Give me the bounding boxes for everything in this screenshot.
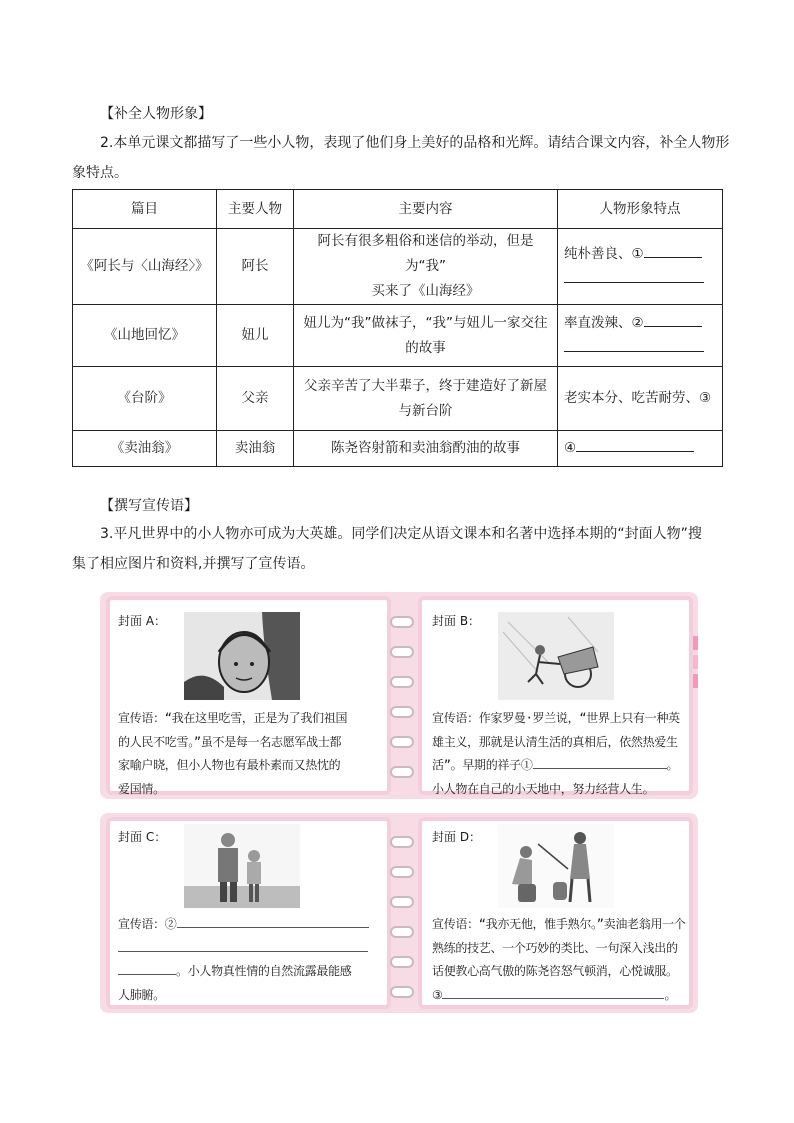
binder-ring: [390, 866, 414, 878]
cover-d-image: [498, 824, 614, 908]
table-row: [73, 431, 723, 467]
cover-d-slogan: 宣传语：“我亦无他，惟手熟尔。”卖油老翁用一个 熟练的技艺、一个巧妙的类比、一句深入浅出的 话便教心高气傲的陈尧咨怒气顿消，心悦诚服。 ③ 。: [432, 917, 686, 1002]
cover-c-image: [184, 824, 300, 908]
binder-ring: [390, 616, 414, 628]
binder-ring: [390, 926, 414, 938]
cell-person: 父亲: [217, 367, 294, 431]
character-table: [72, 189, 723, 467]
cell-title: 《台阶》: [73, 367, 217, 431]
binder-ring: [390, 646, 414, 658]
cell-trait: ④: [558, 431, 723, 467]
question-3-line2: 集了相应图片和资料,并撰写了宣传语。: [72, 556, 315, 572]
cell-content: 陈尧咨射箭和卖油翁酌油的故事: [294, 431, 558, 467]
answer-blank-c1[interactable]: [177, 914, 369, 928]
answer-blank-d[interactable]: [442, 985, 664, 999]
cover-b-image: [498, 612, 614, 700]
table-header-row: [73, 190, 723, 229]
cover-a-slogan: 宣传语：“我在这里吃雪，正是为了我们祖国 的人民不吃雪。”虽不是每一名志愿军战士都 家喻户晓，但小人物也有最朴素而又热忱的 爱国情。: [118, 711, 348, 796]
answer-blank-1[interactable]: [644, 243, 702, 258]
question-2-line2: 象特点。: [72, 165, 128, 181]
cell-trait: 纯朴善良、①: [558, 229, 723, 305]
cover-c-label: 封面 C：: [118, 830, 167, 844]
header-content: 主要内容: [294, 190, 558, 229]
binder-ring: [390, 676, 414, 688]
cover-b-label: 封面 B：: [432, 614, 481, 628]
binder-ring: [390, 986, 414, 998]
section-heading-slogan: 【撰写宣传语】: [100, 498, 198, 514]
cell-person: 阿长: [217, 229, 294, 305]
cell-title: 《山地回忆》: [73, 305, 217, 367]
question-2-line1: 2.本单元课文都描写了一些小人物，表现了他们身上美好的品格和光辉。请结合课文内容，补全人物形: [100, 135, 730, 151]
cell-trait: 率直泼辣、②: [558, 305, 723, 367]
header-person: 主要人物: [217, 190, 294, 229]
answer-blank-c2[interactable]: [118, 938, 368, 952]
table-row: [73, 229, 723, 305]
binder-ring: [390, 736, 414, 748]
table-row: [73, 305, 723, 367]
cell-content: 父亲辛苦了大半辈子，终于建造好了新屋 与新台阶: [294, 367, 558, 431]
binder-ring: [390, 896, 414, 908]
section-heading-characters: 【补全人物形象】: [100, 106, 212, 122]
cell-person: 妞儿: [217, 305, 294, 367]
answer-blank-c3[interactable]: [118, 961, 176, 975]
answer-blank-b[interactable]: [533, 755, 667, 769]
cell-content: 妞儿为“我”做袜子，“我”与妞儿一家交往 的故事: [294, 305, 558, 367]
binder-ring: [390, 836, 414, 848]
answer-blank-4[interactable]: [576, 437, 694, 452]
cell-title: 《阿长与〈山海经〉》: [73, 229, 217, 305]
header-trait: 人物形象特点: [558, 190, 723, 229]
answer-blank-2b[interactable]: [564, 337, 704, 352]
header-title: 篇目: [73, 190, 217, 229]
cell-person: 卖油翁: [217, 431, 294, 467]
table-row: [73, 367, 723, 431]
cover-b-slogan: 宣传语：作家罗曼·罗兰说，“世界上只有一种英 雄主义，那就是认清生活的真相后，依然热爱生 活”。早期的祥子① 。 小人物在自己的小天地中，努力经营人生。: [432, 711, 680, 796]
question-3-line1: 3.平凡世界中的小人物亦可成为大英雄。同学们决定从语文课本和名著中选择本期的“封面人物”搜: [100, 526, 702, 542]
answer-blank-2[interactable]: [644, 312, 702, 327]
cell-title: 《卖油翁》: [73, 431, 217, 467]
cover-c-slogan: 宣传语：② 。小人物真性情的自然流露最能感 人肺腑。: [118, 913, 369, 1007]
binder-ring: [390, 706, 414, 718]
cover-d-label: 封面 D：: [432, 830, 482, 844]
cover-a-image: [184, 612, 300, 700]
cell-trait: 老实本分、吃苦耐劳、③: [558, 367, 723, 431]
binder-ring: [390, 956, 414, 968]
binder-ring: [390, 766, 414, 778]
cover-a-label: 封面 A：: [118, 614, 167, 628]
cell-content: 阿长有很多粗俗和迷信的举动，但是为“我” 买来了《山海经》: [294, 229, 558, 305]
answer-blank-1b[interactable]: [564, 268, 704, 283]
